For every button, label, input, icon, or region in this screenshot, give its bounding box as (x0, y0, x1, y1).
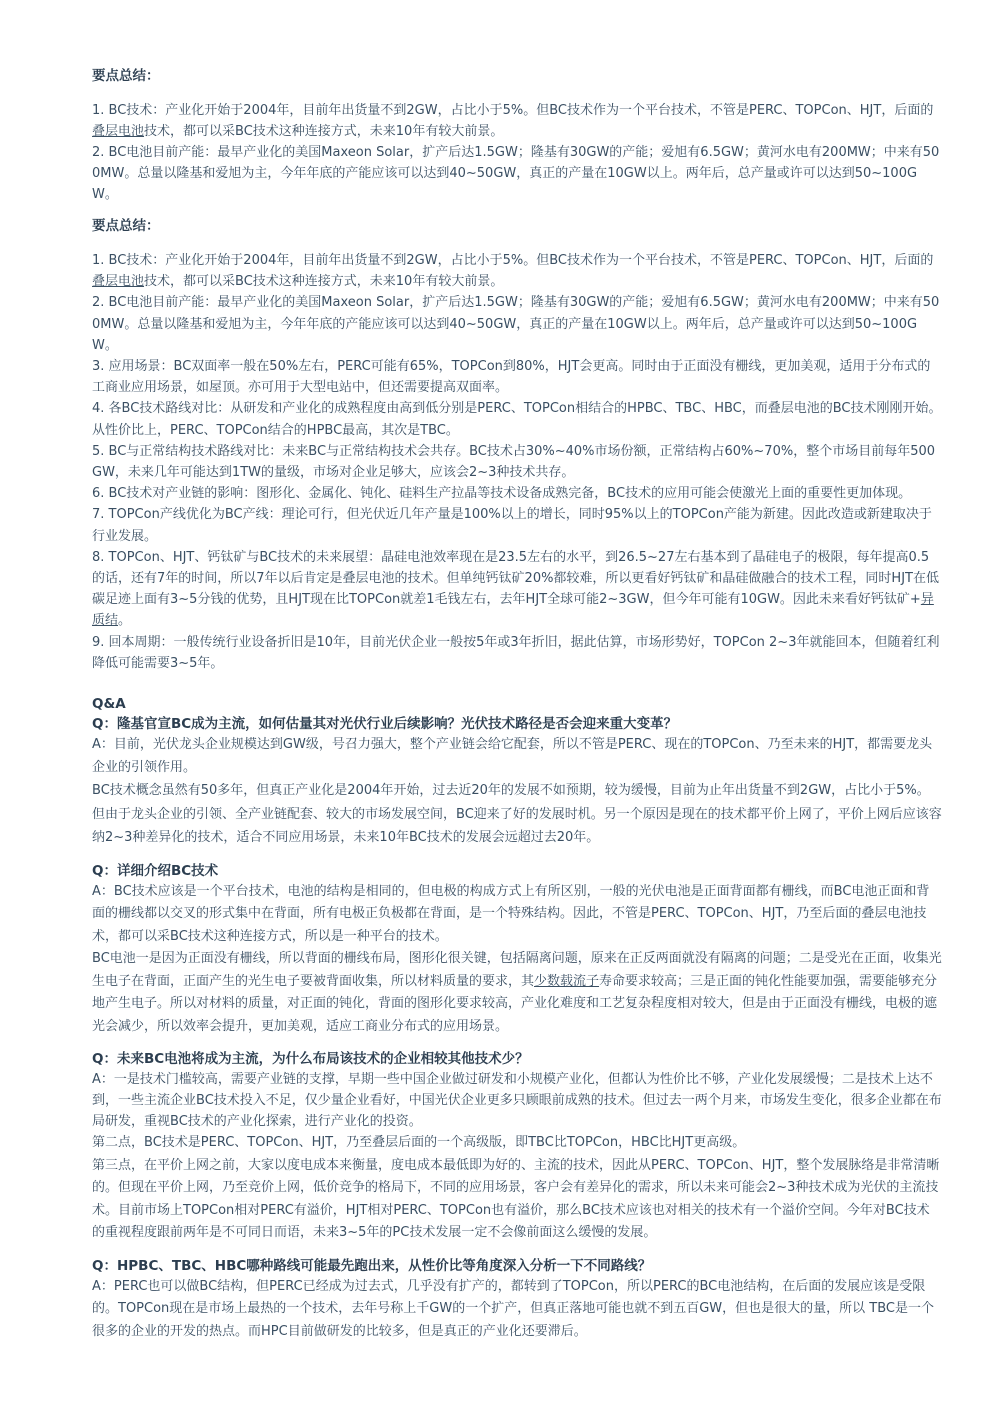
summary-item: 2. BC电池目前产能：最早产业化的美国Maxeon Solar，扩产后达1.5GW；隆基有30GW的产能；爱旭有6.5GW；黄河水电有200MW；中来有500MW。总量以隆基和爱旭为主，今年年底的产能应该可以达到40~50GW，真正的产量在10GW以上。两年后，总产量或许可以达到50~100GW。 (92, 145, 940, 202)
qa-title: Q&A (92, 696, 126, 712)
summary-item: 1. BC技术：产业化开始于2004年，目前年出货量不到2GW，占比小于5%。但BC技术作为一个平台技术，不管是PERC、TOPCon、HJT，后面的叠层电池技术，都可以采BC技术这种连接方式，未来10年有较大前景。 (92, 253, 934, 290)
summary-item: 3. 应用场景：BC双面率一般在50%左右，PERC可能有65%，TOPCon到80%，HJT会更高。同时由于正面没有栅线，更加美观，适用于分布式的工商业应用场景，如屋顶。亦可用于大型电站中，但还需要提高双面率。 (92, 359, 931, 396)
summary-section-1 (92, 66, 942, 205)
answer-paragraph: 第二点，BC技术是PERC、TOPCon、HJT，乃至叠层后面的一个高级版，即TBC比TOPCon，HBC比HJT更高级。 (92, 1135, 746, 1150)
summary-title: 要点总结： (92, 68, 160, 84)
answer-paragraph: A：PERC也可以做BC结构，但PERC已经成为过去式，几乎没有扩产的，都转到了TOPCon，所以PERC的BC电池结构，在后面的发展应该是受限的。TOPCon现在是市场上最热的一个技术，去年号称上千GW的一个扩产，但真正落地可能也就不到五百GW，但也是很大的量，所以 TBC是一个很多的企业的开发的热点。而HPC目前做研发的比较多，但是真正的产业化还要滞后。 (92, 1278, 934, 1339)
stacked-cell-link[interactable]: 叠层电池 (92, 124, 145, 139)
minority-carrier-link[interactable]: 少数载流子 (534, 973, 600, 989)
qa-block (92, 1256, 942, 1344)
stacked-cell-link[interactable]: 叠层电池 (92, 274, 145, 290)
summary-section-2 (92, 216, 942, 674)
summary-item: 7. TOPCon产线优化为BC产线：理论可行，但光伏近几年产量是100%以上的增长，同时95%以上的TOPCon产能为新建。因此改造或新建取决于行业发展。 (92, 507, 932, 544)
answer-paragraph: A：一是技术门槛较高，需要产业链的支撑，早期一些中国企业做过研发和小规模产业化，但都认为性价比不够，产业化发展缓慢；二是技术上达不到，一些主流企业BC技术投入不足，仅少量企业看好，中国光伏企业更多只顾眼前成熟的技术。但过去一两个月来，市场发生变化，很多企业都在布局研发，重视BC技术的产业化探索，进行产业化的投资。 (92, 1072, 942, 1129)
answer-paragraph: BC技术概念虽然有50多年，但真正产业化是2004年开始，过去近20年的发展不如预期，较为缓慢，目前为止年出货量不到2GW，占比小于5%。但由于龙头企业的引领、全产业链配套、较大的市场发展空间，BC迎来了好的发展时机。另一个原因是现在的技术都平价上网了，平价上网后应该容纳2~3种差异化的技术，适合不同应用场景，未来10年BC技术的发展会远超过去20年。 (92, 783, 942, 845)
question: Q：未来BC电池将成为主流，为什么布局该技术的企业相较其他技术少？ (92, 1051, 529, 1067)
summary-item: 6. BC技术对产业链的影响：图形化、金属化、钝化、硅料生产拉晶等技术设备成熟完备，BC技术的应用可能会使激光上面的重要性更加体现。 (92, 486, 912, 502)
answer-paragraph: A：目前，光伏龙头企业规模达到GW级，号召力强大，整个产业链会给它配套，所以不管是PERC、现在的TOPCon、乃至未来的HJT，都需要龙头企业的引领作用。 (92, 737, 933, 775)
qa-block (92, 1049, 942, 1245)
summary-item: 9. 回本周期：一般传统行业设备折旧是10年，目前光伏企业一般按5年或3年折旧，据此估算，市场形势好，TOPCon 2~3年就能回本，但随着红利降低可能需要3~5年。 (92, 634, 940, 671)
qa-block (92, 714, 942, 850)
question: Q：详细介绍BC技术 (92, 862, 219, 879)
summary-item: 5. BC与正常结构技术路线对比：未来BC与正常结构技术会共存。BC技术占30%~40%市场份额，正常结构占60%~70%，整个市场目前每年500GW，未来几年可能达到1TW的量级，市场对企业足够大，应该会2~3种技术共存。 (92, 443, 936, 481)
summary-title: 要点总结： (92, 218, 160, 234)
answer-paragraph: 第三点，在平价上网之前，大家以度电成本来衡量，度电成本最低即为好的、主流的技术，因此从PERC、TOPCon、HJT，整个发展脉络是非常清晰的。但现在平价上网，乃至竞价上网，低价竞争的格局下，不同的应用场景，客户会有差异化的需求，所以未来可能会2~3种技术成为光伏的主流技术。目前市场上TOPCon相对PERC有溢价，HJT相对PERC、TOPCon也有溢价，那么BC技术应该也对相关的技术有一个溢价空间。今年对BC技术的重视程度跟前两年是不可同日而语，未来3~5年的PC技术发展一定不会像前面这么缓慢的发展。 (92, 1157, 940, 1240)
summary-item: 8. TOPCon、HJT、钙钛矿与BC技术的未来展望：晶硅电池效率现在是23.5左右的水平，到26.5~27左右基本到了晶硅电子的极限，每年提高0.5的话，还有7年的时间，所以7年以后肯定是叠层电池的技术。但单纯钙钛矿20%都较难，所以更看好钙钛矿和晶硅做融合的技术工程，同时HJT在低碳足迹上面有3~5分钱的优势，且HJT现在比TOPCon就差1毛钱左右，去年HJT全球可能2~3GW，但今年可能有10GW。因此未来看好钙钛矿+异质结。 (92, 549, 939, 629)
summary-item: 4. 各BC技术路线对比：从研发和产业化的成熟程度由高到低分别是PERC、TOPCon相结合的HPBC、TBC、HBC，而叠层电池的BC技术刚刚开始。从性价比上，PERC、TOPCon结合的HPBC最高，其次是TBC。 (92, 401, 942, 438)
qa-section (92, 694, 942, 1343)
question: Q：HPBC、TBC、HBC哪种路线可能最先跑出来，从性价比等角度深入分析一下不同路线？ (92, 1257, 652, 1274)
summary-item: 2. BC电池目前产能：最早产业化的美国Maxeon Solar，扩产后达1.5GW；隆基有30GW的产能；爱旭有6.5GW；黄河水电有200MW；中来有500MW。总量以隆基和爱旭为主，今年年底的产能应该可以达到40~50GW，真正的产量在10GW以上。两年后，总产量或许可以达到50~100GW。 (92, 295, 940, 353)
answer-paragraph: A：BC技术应该是一个平台技术，电池的结构是相同的，但电极的构成方式上有所区别，一般的光伏电池是正面背面都有栅线，而BC电池正面和背面的栅线都以交叉的形式集中在背面，所有电极正负极都在背面，是一个特殊结构。因此，不管是PERC、TOPCon、HJT，乃至后面的叠层电池技术，都可以采BC技术这种连接方式，所以是一种平台的技术。 (92, 883, 930, 944)
qa-block (92, 861, 942, 1039)
heterojunction-link[interactable]: 异质结 (92, 592, 934, 629)
summary-item: 1. BC技术：产业化开始于2004年，目前年出货量不到2GW，占比小于5%。但BC技术作为一个平台技术，不管是PERC、TOPCon、HJT，后面的叠层电池技术，都可以采BC技术这种连接方式，未来10年有较大前景。 (92, 103, 934, 139)
question: Q：隆基官宣BC成为主流，如何估量其对光伏行业后续影响？光伏技术路径是否会迎来重大变革？ (92, 716, 678, 732)
answer-paragraph: BC电池一是因为正面没有栅线，所以背面的栅线布局，图形化很关键，包括隔离问题，原来在正反两面就没有隔离的问题；二是受光在正面，收集光生电子在背面，正面产生的光生电子要被背面收集，所以材料质量的要求，其少数载流子寿命要求较高；三是正面的钝化性能要加强，需要能够充分地产生电子。所以对材料的质量，对正面的钝化，背面的图形化要求较高，产业化难度和工艺复杂程度相对较大，但是由于正面没有栅线，电极的遮光会减少，所以效率会提升，更加美观，适应工商业分布式的应用场景。 (92, 951, 942, 1034)
